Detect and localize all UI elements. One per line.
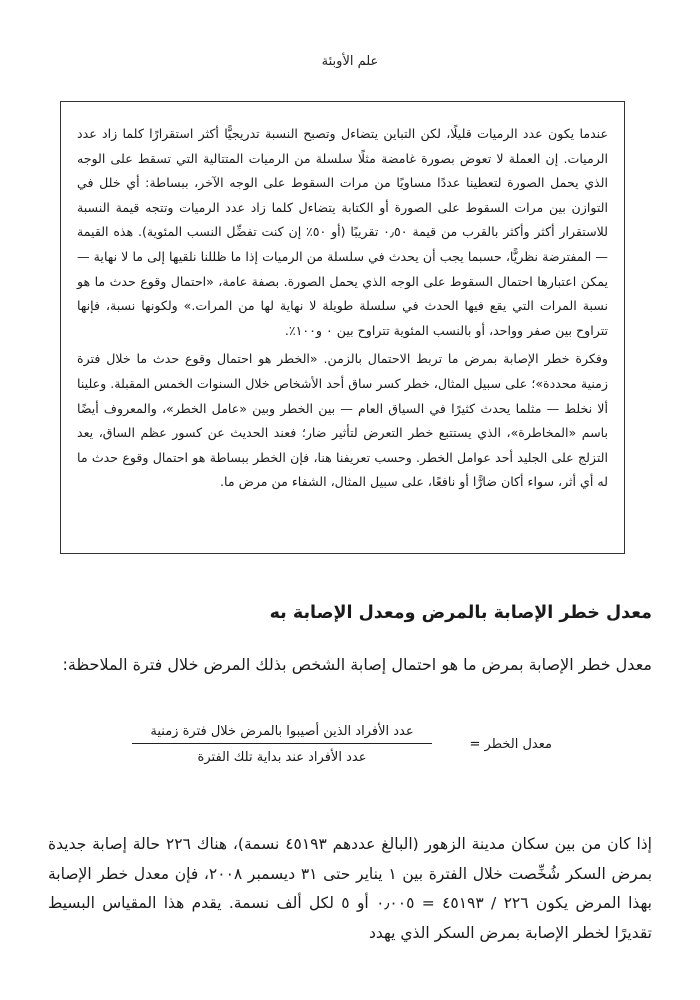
boxed-note [60,101,625,554]
formula-lhs: معدل الخطر = [469,737,552,752]
risk-formula [132,724,552,780]
lead-paragraph: معدل خطر الإصابة بمرض ما هو احتمال إصابة الشخص بذلك المرض خلال فترة الملاحظة: [62,655,652,674]
box-paragraph: عندما يكون عدد الرميات قليلًا، لكن التباين يتضاءل وتصبح النسبة تدريجيًّا أكثر استقرارًا كلما زاد عدد الرميات. إن العملة لا تعوض بصورة غامضة مثلًا سلسلة من الرميات المتتالية التي تسقط على الوجه الذي يحمل الصورة لتعطينا عددًا مساويًا من مرات السقوط على الوجه الآخر، ببساطة: أي خلل في التوازن بين مرات السقوط على الصورة أو الكتابة يتضاءل كلما زاد عدد الرميات وتتجه قيمة النسبة للاستقرار أكثر وأكثر بالقرب من قيمة ٠٫٥٠ تقريبًا (أو ٥٠٪ إن كنت تفضِّل النسب المئوية). هذه القيمة — المفترضة نظريًّا، حسبما يجب أن يحدث في سلسلة من الرميات إذا ما ظللنا نلقيها إلى ما لا نهاية — يمكن اعتبارها احتمال السقوط على الوجه الذي يحمل الصورة. بصفة عامة، «احتمال وقوع حدث ما هو نسبة المرات التي يقع فيها الحدث في سلسلة طويلة لا نهاية لها من المرات.» ولكونها نسبة، فإنها تتراوح بين صفر وواحد، أو بالنسب المئوية تتراوح بين ٠ و١٠٠٪. [77,126,608,338]
formula-numerator: عدد الأفراد الذين أصيبوا بالمرض خلال فترة زمنية [132,724,432,744]
formula-denominator: عدد الأفراد عند بداية تلك الفترة [197,750,367,765]
running-header: علم الأوبئة [321,54,379,69]
section-heading: معدل خطر الإصابة بالمرض ومعدل الإصابة به [269,603,652,623]
body-paragraph: إذا كان من بين سكان مدينة الزهور (البالغ عددهم ٤٥١٩٣ نسمة)، هناك ٢٢٦ حالة إصابة جديدة بمرض السكر شُخِّصت خلال الفترة بين ١ يناير حتى ٣١ ديسمبر ٢٠٠٨، فإن معدل خطر الإصابة بهذا المرض يكون ٢٢٦ / ٤٥١٩٣ = ٠٫٠٠٥ أو ٥ لكل ألف نسمة. يقدم هذا المقياس البسيط تقديرًا لخطر الإصابة بمرض السكر الذي يهدد [48,835,653,942]
box-paragraph: وفكرة خطر الإصابة بمرض ما تربط الاحتمال بالزمن. «الخطر هو احتمال وقوع حدث ما خلال فترة زمنية محددة»؛ على سبيل المثال، خطر كسر ساق أحد الأشخاص خلال السنوات الخمس المقبلة. وعلينا ألا نخلط — مثلما يحدث كثيرًا في السياق العام — بين الخطر وبين «عامل الخطر»، والمعروف أيضًا باسم «المخاطرة»، الذي يستتبع خطر التعرض لتأثير ضار؛ فعند الحديث عن كسور عظم الساق، يعد التزلج على الجليد أحد عوامل الخطر. وحسب تعريفنا هنا، فإن الخطر ببساطة هو احتمال وقوع حدث ما له أي أثر، سواء أكان ضارًّا أو نافعًا، على سبيل المثال، الشفاء من مرض ما. [77,351,608,490]
formula-fraction [132,724,432,765]
